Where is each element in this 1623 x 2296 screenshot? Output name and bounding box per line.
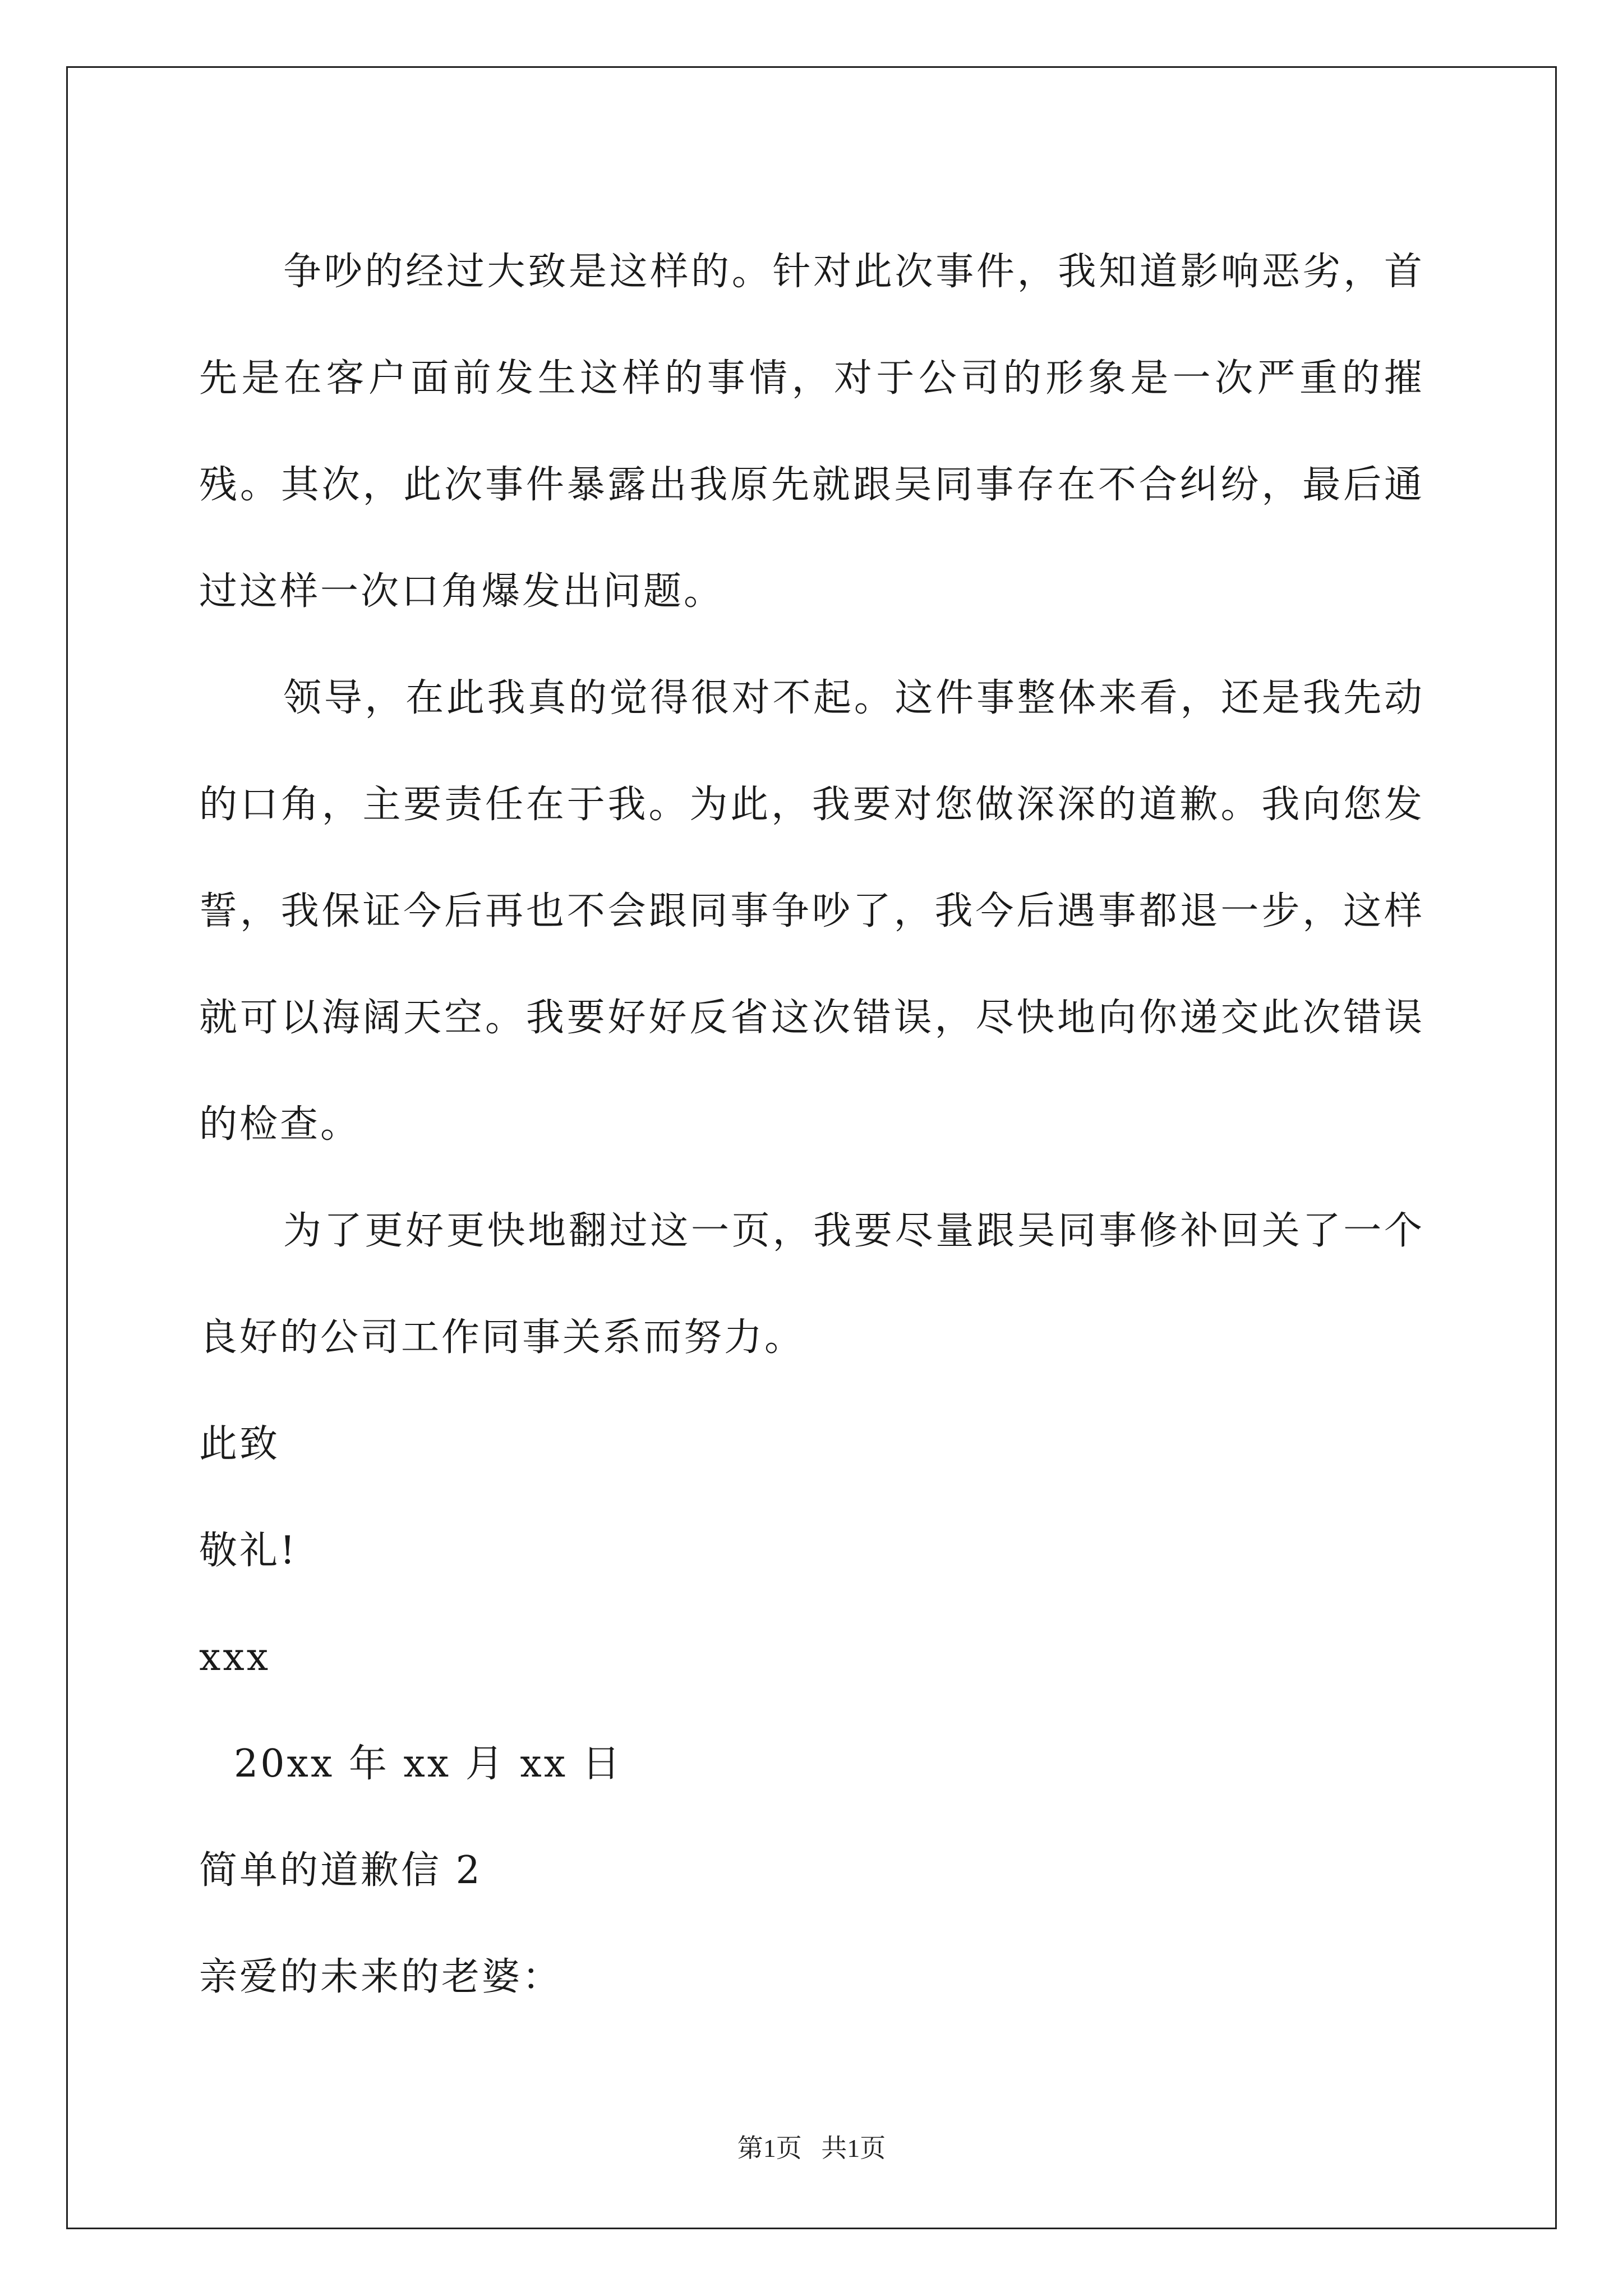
signature: xxx (199, 1635, 271, 1680)
salutation-line: 敬礼! (199, 1529, 298, 1573)
paragraph-3: 为了更好更快地翻过这一页，我要尽量跟吴同事修补回关了一个良好的公司工作同事关系而努力。 (199, 1209, 1424, 1360)
paragraph-1: 争吵的经过大致是这样的。针对此次事件，我知道影响恶劣，首先是在客户面前发生这样的事情，对于公司的形象是一次严重的摧残。其次，此次事件暴露出我原先就跟吴同事存在不合纠纷，最后通过这样一次口角爆发出问题。 (199, 250, 1424, 614)
page-total: 共1页 (821, 2134, 886, 2162)
page-number: 第1页 (737, 2134, 802, 2162)
page-footer (0, 2132, 1623, 2165)
paragraph-2: 领导，在此我真的觉得很对不起。这件事整体来看，还是我先动的口角，主要责任在于我。为此，我要对您做深深的道歉。我向您发誓，我保证今后再也不会跟同事争吵了，我今后遇事都退一步，这样就可以海阔天空。我要好好反省这次错误，尽快地向你递交此次错误的检查。 (199, 676, 1424, 1147)
closing-line: 此致 (199, 1422, 280, 1466)
date-line: 20xx 年 xx 月 xx 日 (234, 1742, 623, 1786)
next-letter-greeting: 亲爱的未来的老婆： (199, 1955, 563, 1999)
document-body (199, 219, 1424, 2031)
next-letter-title: 简单的道歉信 2 (199, 1848, 482, 1893)
